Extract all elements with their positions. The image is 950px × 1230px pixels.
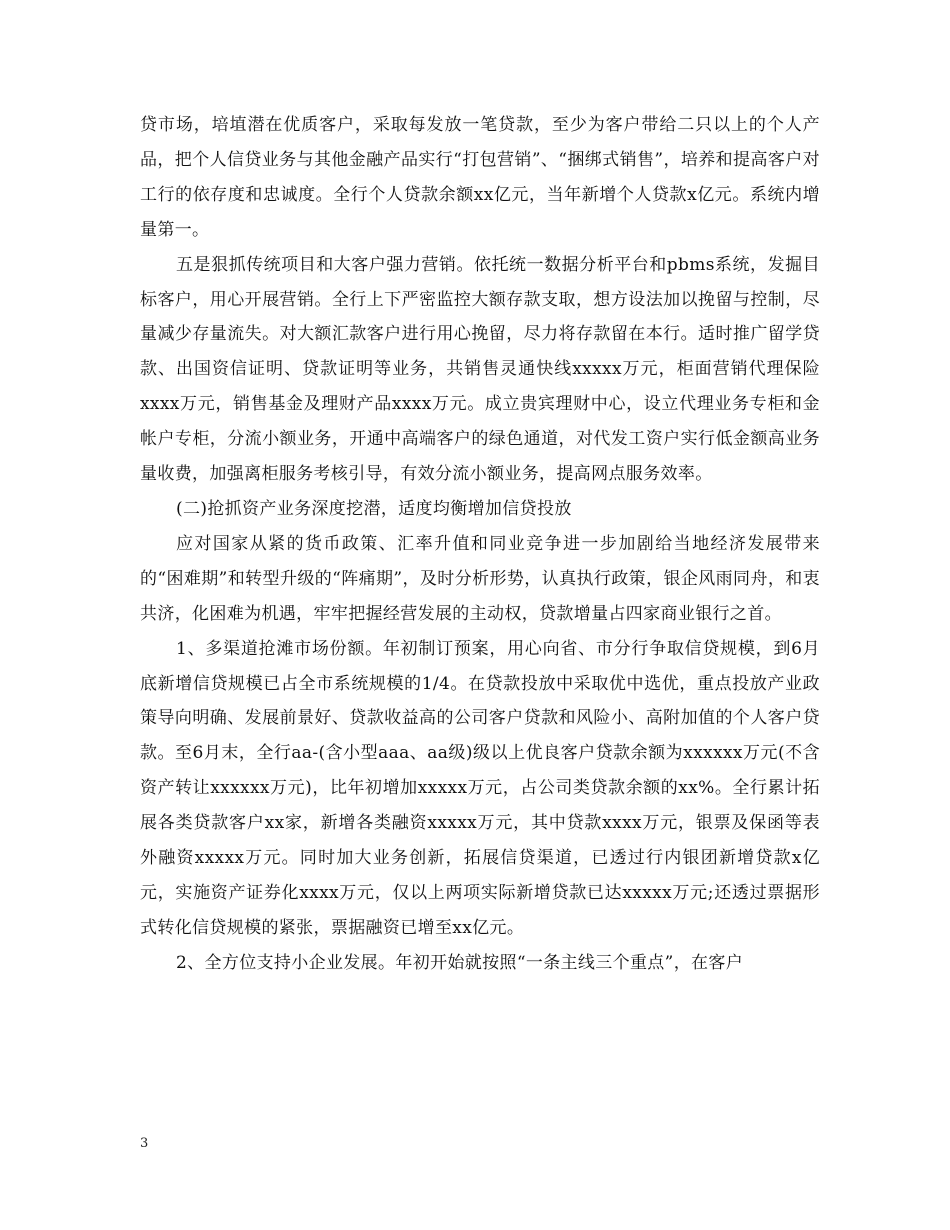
body-text [140, 108, 820, 981]
section-heading: (二)抢抓资产业务深度挖潜，适度均衡增加信贷投放 [176, 498, 572, 519]
page-number: 3 [140, 1136, 149, 1151]
paragraph-intro: 应对国家从紧的货币政策、汇率升值和同业竞争进一步加剧给当地经济发展带来的“困难期”和转型升级的“阵痛期”，及时分析形势，认真执行政策，银企风雨同舟，和衷共济，化困难为机遇，牢牢把握经营发展的主动权，贷款增量占四家商业银行之首。 [140, 533, 820, 624]
paragraph-point-five: 五是狠抓传统项目和大客户强力营销。依托统一数据分析平台和pbms系统，发掘目标客户，用心开展营销。全行上下严密监控大额存款支取，想方设法加以挽留与控制，尽量减少存量流失。对大额汇款客户进行用心挽留，尽力将存款留在本行。适时推广留学贷款、出国资信证明、贷款证明等业务，共销售灵通快线xxxxx万元，柜面营销代理保险xxxx万元，销售基金及理财产品xxxx万元。成立贵宾理财中心，设立代理业务专柜和金帐户专柜，分流小额业务，开通中高端客户的绿色通道，对代发工资户实行低金额高业务量收费，加强离柜服务考核引导，有效分流小额业务，提高网点服务效率。 [140, 254, 820, 485]
paragraph-continuation: 贷市场，培埴潜在优质客户，采取每发放一笔贷款，至少为客户带给二只以上的个人产品，把个人信贷业务与其他金融产品实行“打包营销”、“捆绑式销售”，培养和提高客户对工行的依存度和忠诚度。全行个人贷款余额xx亿元，当年新增个人贷款x亿元。系统内增量第一。 [140, 115, 820, 240]
paragraph-item-1: 1、多渠道抢滩市场份额。年初制订预案，用心向省、市分行争取信贷规模，到6月底新增信贷规模已占全市系统规模的1/4。在贷款投放中采取优中选优，重点投放产业政策导向明确、发展前景好、贷款收益高的公司客户贷款和风险小、高附加值的个人客户贷款。至6月末，全行aa-(含小型aaa、aa级)级以上优良客户贷款余额为xxxxxx万元(不含资产转让xxxxxx万元)，比年初增加xxxxx万元，占公司类贷款余额的xx%。全行累计拓展各类贷款客户xx家，新增各类融资xxxxx万元，其中贷款xxxx万元，银票及保函等表外融资xxxxx万元。同时加大业务创新，拓展信贷渠道，已透过行内银团新增贷款x亿元，实施资产证券化xxxx万元，仅以上两项实际新增贷款已达xxxxx万元;还透过票据形式转化信贷规模的紧张，票据融资已增至xx亿元。 [140, 638, 820, 938]
paragraph-item-2: 2、全方位支持小企业发展。年初开始就按照“一条主线三个重点”，在客户 [176, 952, 744, 973]
